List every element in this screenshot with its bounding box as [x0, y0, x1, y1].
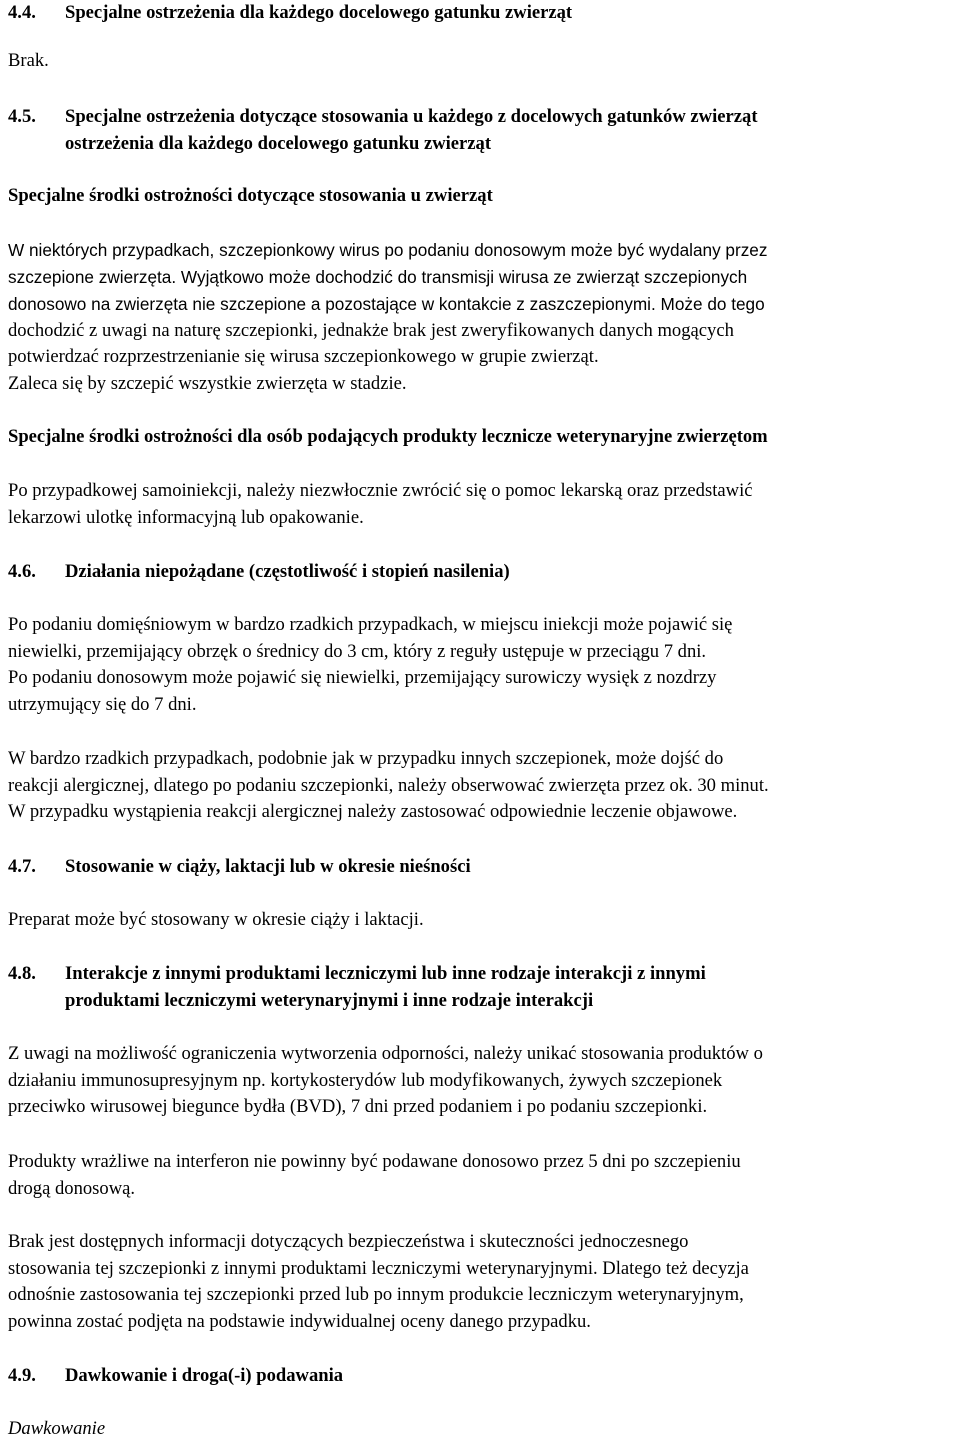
paragraph-persons: Po przypadkowej samoiniekcji, należy niezwłocznie zwrócić się o pomoc lekarską oraz przedstawić lekarzowi ulotkę informacyjną lub opakowanie.: [8, 480, 753, 528]
section-4-5-heading: [8, 104, 952, 164]
section-4-8-heading: [8, 961, 952, 1021]
paragraph-adverse-1: Po podaniu domięśniowym w bardzo rzadkich przypadkach, w miejscu iniekcji może pojawić się niewielki, przemijający obrzęk o średnicy do 3 cm, który z reguły ustępuje w przeciągu 7 dni. Po podaniu donosowym może pojawić się niewielki, przemijający surowiczy wysięk z nozdrzy utrzymujący się do 7 dni.: [8, 614, 733, 715]
section-4-6-heading: [8, 559, 952, 619]
section-title: Interakcje z innymi produktami leczniczymi lub inne rodzaje interakcji z innymi produktami leczniczymi weterynaryjnymi i inne rodzaje interakcji: [65, 963, 706, 1011]
section-number: 4.7.: [8, 856, 36, 877]
section-title: Stosowanie w ciąży, laktacji lub w okresie nieśności: [65, 856, 471, 877]
section-title: Specjalne ostrzeżenia dotyczące stosowania u każdego z docelowych gatunków zwierząt ostrzeżenia dla każdego docelowego gatunku zwierząt: [65, 106, 758, 154]
section-title: Specjalne ostrzeżenia dla każdego docelowego gatunku zwierząt: [65, 2, 573, 23]
section-4-7-heading: [8, 854, 952, 914]
paragraph-interactions-2: Produkty wrażliwe na interferon nie powinny być podawane donosowo przez 5 dni po szczepieniu drogą donosową.: [8, 1151, 741, 1199]
subheading-persons: Specjalne środki ostrożności dla osób podających produkty lecznicze weterynaryjne zwierzętom: [8, 426, 768, 447]
subheading-dosage: Dawkowanie: [8, 1418, 106, 1439]
paragraph-animals: W niektórych przypadkach, szczepionkowy wirus po podaniu donosowym może być wydalany przez szczepione zwierzęta. Wyjątkowo może dochodzić do transmisji wirusa ze zwierząt szczepionych donosowo na zwierzęta nie szczepione a pozostające w kontakcie z zaszczepionymi. Może do tego dochodzić z uwagi na naturę szczepionki, jednakże brak jest zweryfikowanych danych mogących potwierdzać rozprzestrzenianie się wirusa szczepionkowego w grupie zwierząt. Zaleca się by szczepić wszystkie zwierzęta w stadzie.: [8, 240, 768, 394]
paragraph-adverse-2: W bardzo rzadkich przypadkach, podobnie jak w przypadku innych szczepionek, może dojść do reakcji alergicznej, dlatego po podaniu szczepionki, należy obserwować zwierzęta przez ok. 30 minut. W przypadku wystąpienia reakcji alergicznej należy zastosować odpowiednie leczenie objawowe.: [8, 748, 769, 822]
section-4-9-heading: [8, 1363, 952, 1423]
subheading-animals: Specjalne środki ostrożności dotyczące stosowania u zwierząt: [8, 185, 493, 206]
paragraph-interactions-1: Z uwagi na możliwość ograniczenia wytworzenia odporności, należy unikać stosowania produktów o działaniu immunosupresyjnym np. kortykosterydów lub modyfikowanych, żywych szczepionek przeciwko wirusowej biegunce bydła (BVD), 7 dni przed podaniem i po podaniu szczepionki.: [8, 1043, 763, 1117]
section-4-7-body: Preparat może być stosowany w okresie ciąży i laktacji.: [8, 909, 424, 930]
section-number: 4.6.: [8, 561, 36, 582]
section-number: 4.8.: [8, 963, 36, 984]
section-title: Działania niepożądane (częstotliwość i stopień nasilenia): [65, 561, 510, 582]
paragraph-interactions-3: Brak jest dostępnych informacji dotyczących bezpieczeństwa i skuteczności jednoczesnego stosowania tej szczepionki z innymi produktami leczniczymi weterynaryjnymi. Dlatego też decyzja odnośnie zastosowania tej szczepionki przed lub po innym produkcie leczniczym weterynaryjnym, powinna zostać podjęta na podstawie indywidualnej oceny danego przypadku.: [8, 1231, 749, 1332]
section-number: 4.9.: [8, 1365, 36, 1386]
section-title: Dawkowanie i droga(-i) podawania: [65, 1365, 344, 1386]
section-number: 4.4.: [8, 2, 36, 23]
section-number: 4.5.: [8, 106, 36, 127]
section-4-4-body: Brak.: [8, 50, 49, 71]
